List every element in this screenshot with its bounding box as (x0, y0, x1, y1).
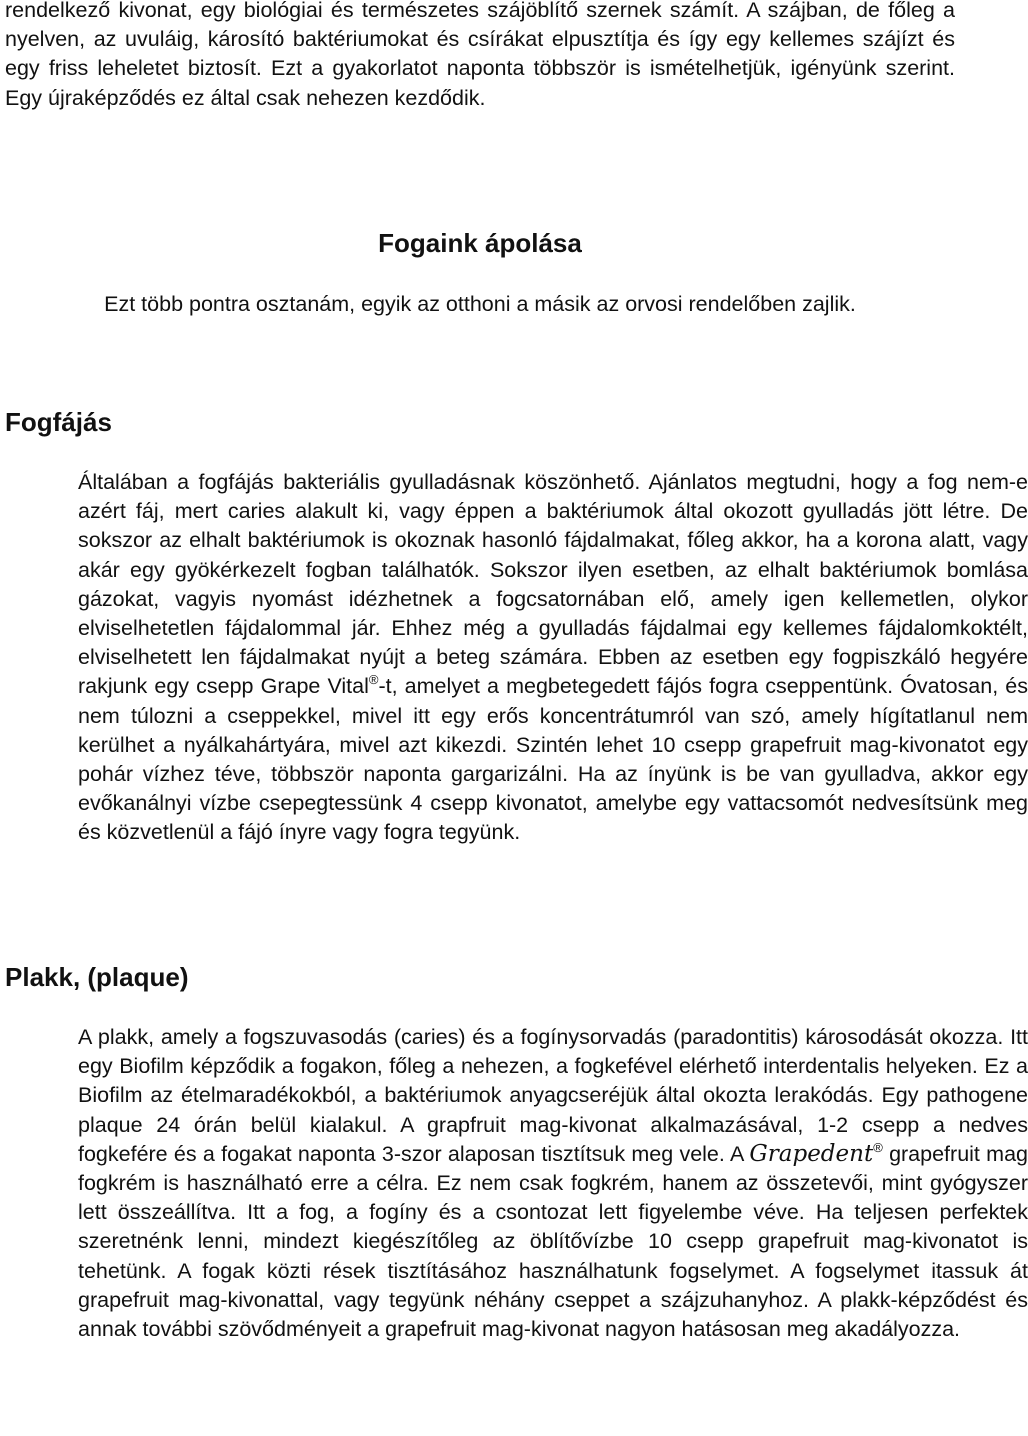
toothache-paragraph (5, 468, 1028, 848)
plaque-text-2: grapefruit mag fogkrém is használható erre a célra. Ez nem csak fogkrém, hanem az összetevői, mint gyógyszer lett összeállítva. Itt a fog, a fogíny és a csontozat lett figyelembe véve. Ha teljesen perfektek szeretnénk lenni, mindezt kiegészítőleg az öblítővízbe 10 csepp grapefruit mag-kivonatot is tehetünk. A fogak közti rések tisztításához használhatunk fogselymet. A fogselymet itassuk át grapefruit mag-kivonattal, vagy tegyünk néhány cseppet a szájzuhanyhoz. A plakk-képződést és annak további szövődményeit a grapefruit mag-kivonat nagyon hatásosan meg akadályozza. (78, 1141, 1028, 1342)
section-title-plakk: Plakk, (plaque) (5, 962, 189, 992)
intro-paragraph: rendelkező kivonat, egy biológiai és természetes szájöblítő szernek számít. A szájban, de főleg a nyelven, az uvuláig, károsító baktériumokat és csírákat elpusztítja és így egy kellemes szájízt és egy friss leheletet biztosít. Ezt a gyakorlatot naponta többször is ismételhetjük, igényünk szerint. Egy újraképződés ez által csak nehezen kezdődik. (5, 0, 955, 110)
section-subtitle-care: Ezt több pontra osztanám, egyik az otthoni a másik az orvosi rendelőben zajlik. (104, 292, 856, 316)
brand-grapedent: Grapedent (749, 1140, 874, 1167)
toothache-text-1: Általában a fogfájás bakteriális gyulladásnak köszönhető. Ajánlatos megtudni, hogy a fog nem-e azért fáj, mert caries alakult ki, vagy éppen a baktériumok által okozott gyulladás jött létre. De sokszor az elhalt baktériumok is okoznak hasonló fájdalmakat, főleg akkor, ha a korona alatt, vagy akár egy gyökérkezelt fogban találhatók. Sokszor ilyen esetben, az elhalt baktériumok bomlása gázokat, vagyis nyomást idézhetnek a fogcsatornában elő, amely igen kellemetlen, olykor elviselhetetlen fájdalommal jár. Ehhez még a gyulladás fájdalmai egy kellemes fájdalomkoktélt, elviselhetett len fájdalmakat nyújt a beteg számára. Ebben az esetben egy fogpiszkáló hegyére rakjunk egy csepp Grape Vital (78, 470, 1028, 699)
section-title-fogfajas: Fogfájás (5, 407, 112, 437)
plaque-paragraph (5, 1023, 1028, 1344)
section-title-fogaink-apolasa: Fogaink ápolása (378, 228, 582, 258)
registered-mark: ® (368, 672, 379, 688)
registered-mark: ® (873, 1139, 883, 1155)
plaque-text-1: A plakk, amely a fogszuvasodás (caries) és a fogínysorvadás (paradontitis) károsodását okozza. Itt egy Biofilm képződik a fogakon, főleg a nehezen, a fogkefével elérhető interdentalis helyeken. Ez a Biofilm az ételmaradékokból, a baktériumok anyagcseréjük által okozta lerakódás. Egy pathogene plaque 24 órán belül kialakul. A grapfruit mag-kivonat alkalmazásával, 1-2 csepp a nedves fogkefére és a fogakat naponta 3-szor alaposan tisztítsuk meg vele. A (78, 1025, 1028, 1166)
toothache-text-2: -t, amelyet a megbetegedett fájós fogra cseppentünk. Óvatosan, és nem túlozni a cseppekkel, mivel itt egy erős koncentrátumról van szó, amely hígítatlanul nem kerülhet a nyálkahártyára, mivel azt kikezdi. Szintén lehet 10 csepp grapefruit mag-kivonatot egy pohár vízhez téve, többször naponta gargarizálni. Ha az ínyünk is be van gyulladva, akkor egy evőkanálnyi vízbe csepegtessünk 4 csepp kivonatot, amelybe egy vattacsomót nedvesítsünk meg és közvetlenül a fájó ínyre vagy fogra tegyünk. (78, 674, 1028, 845)
